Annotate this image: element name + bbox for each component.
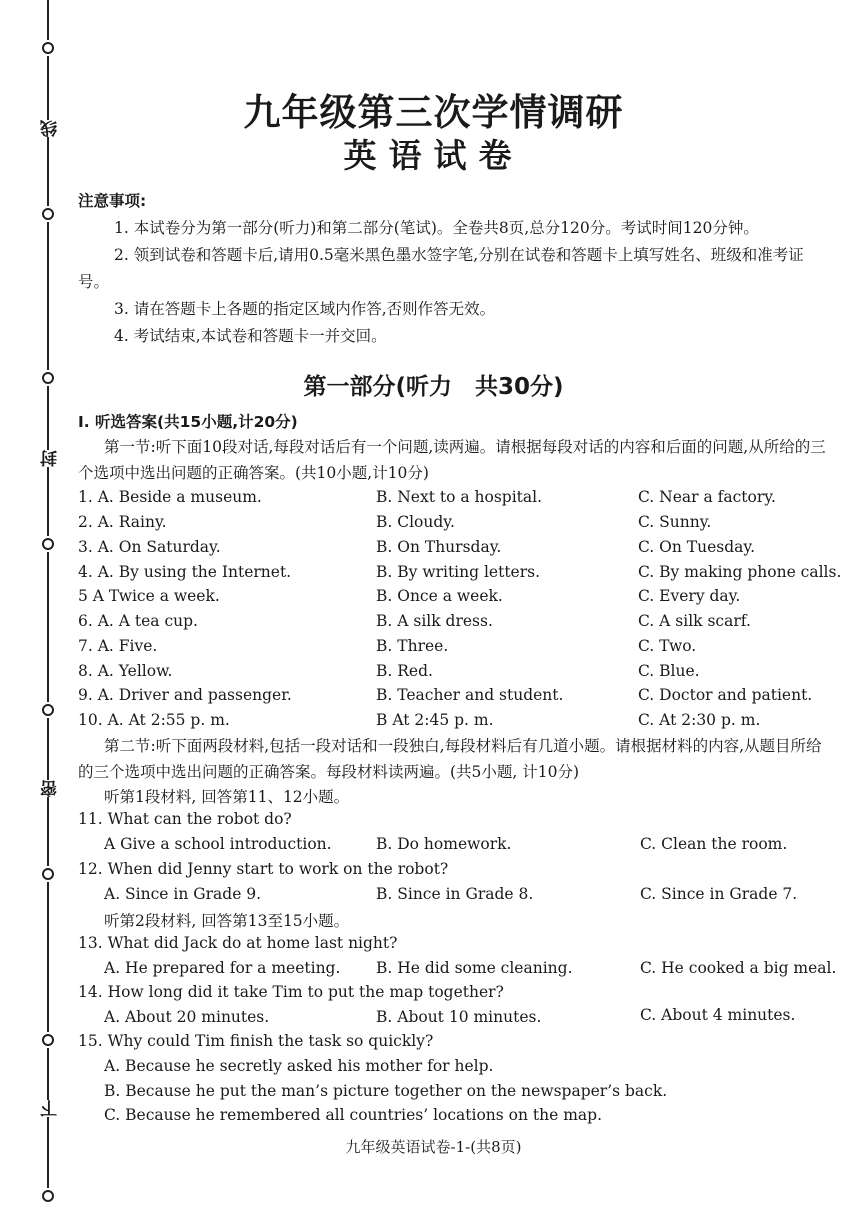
note-item: 3. 请在答题卡上各题的指定区域内作答,否则作答无效。: [114, 300, 496, 318]
question-4-option-a: 4. A. By using the Internet.: [78, 563, 292, 581]
binding-hole: [42, 42, 54, 54]
question-3-option-a: 3. A. On Saturday.: [78, 538, 221, 556]
binding-line: [47, 222, 49, 370]
question-12-option-c: C. Since in Grade 7.: [640, 885, 798, 903]
question-14-option-b: B. About 10 minutes.: [376, 1008, 542, 1026]
note-item: 1. 本试卷分为第一部分(听力)和第二部分(笔试)。全卷共8页,总分120分。考试时间120分钟。: [114, 219, 759, 237]
question-6-option-a: 6. A. A tea cup.: [78, 612, 198, 630]
question-14-option-c: C. About 4 minutes.: [640, 1006, 796, 1024]
note-item: 4. 考试结束,本试卷和答题卡一并交回。: [114, 327, 387, 345]
question-1-option-c: C. Near a factory.: [638, 488, 776, 506]
question-10-option-a: 10. A. At 2:55 p. m.: [78, 711, 230, 729]
question-9-option-b: B. Teacher and student.: [376, 686, 564, 704]
notes-block: [78, 188, 830, 350]
binding-line: [47, 552, 49, 702]
question-9-option-a: 9. A. Driver and passenger.: [78, 686, 292, 704]
question-6-option-c: C. A silk scarf.: [638, 612, 751, 630]
binding-hole: [42, 208, 54, 220]
section1-instructions: [78, 434, 830, 486]
question-13-option-b: B. He did some cleaning.: [376, 959, 573, 977]
question-10-option-b: B At 2:45 p. m.: [376, 711, 494, 729]
question-1-option-a: 1. A. Beside a museum.: [78, 488, 262, 506]
question-2-option-a: 2. A. Rainy.: [78, 513, 167, 531]
material-1-note: 听第1段材料, 回答第11、12小题。: [104, 788, 350, 806]
question-3-option-c: C. On Tuesday.: [638, 538, 756, 556]
question-11-option-c: C. Clean the room.: [640, 835, 788, 853]
question-7-option-c: C. Two.: [638, 637, 697, 655]
binding-line: [47, 1048, 49, 1188]
section2-instructions: [78, 733, 830, 785]
question-2-option-b: B. Cloudy.: [376, 513, 455, 531]
binding-label-xian: 线: [38, 120, 63, 137]
instruction-text: 第一节:听下面10段对话,每段对话后有一个问题,读两遍。请根据每段对话的内容和后面的问题,从所给的三个选项中选出问题的正确答案。(共10小题,计10分): [78, 438, 826, 482]
notes-heading: 注意事项:: [78, 192, 147, 210]
exam-title: 九年级第三次学情调研: [243, 91, 624, 134]
question-11-option-a: A Give a school introduction.: [104, 835, 332, 853]
binding-label-mi: 密: [38, 780, 63, 797]
section-title: Ⅰ. 听选答案(共15小题,计20分): [78, 413, 298, 431]
binding-hole: [42, 704, 54, 716]
question-13-option-a: A. He prepared for a meeting.: [104, 959, 341, 977]
question-14-option-a: A. About 20 minutes.: [104, 1008, 270, 1026]
question-15-stem: 15. Why could Tim finish the task so quickly?: [78, 1032, 434, 1050]
question-12-option-b: B. Since in Grade 8.: [376, 885, 534, 903]
question-3-option-b: B. On Thursday.: [376, 538, 502, 556]
binding-line: [47, 0, 49, 40]
material-2-note: 听第2段材料, 回答第13至15小题。: [104, 912, 350, 930]
question-15-option-b: B. Because he put the man’s picture together on the newspaper’s back.: [104, 1082, 668, 1100]
binding-margin: [30, 0, 66, 1226]
question-8-option-c: C. Blue.: [638, 662, 700, 680]
binding-hole: [42, 868, 54, 880]
binding-hole: [42, 538, 54, 550]
note-item: 2. 领到试卷和答题卡后,请用0.5毫米黑色墨水签字笔,分别在试卷和答题卡上填写姓名、班级和准考证号。: [78, 246, 804, 291]
question-8-option-a: 8. A. Yellow.: [78, 662, 173, 680]
question-6-option-b: B. A silk dress.: [376, 612, 493, 630]
page-footer: 九年级英语试卷-1-(共8页): [345, 1138, 522, 1156]
question-2-option-c: C. Sunny.: [638, 513, 712, 531]
question-11-option-b: B. Do homework.: [376, 835, 512, 853]
binding-line: [47, 882, 49, 1032]
question-7-option-a: 7. A. Five.: [78, 637, 158, 655]
binding-hole: [42, 1190, 54, 1202]
question-4-option-c: C. By making phone calls.: [638, 563, 842, 581]
question-4-option-b: B. By writing letters.: [376, 563, 541, 581]
binding-hole: [42, 1034, 54, 1046]
exam-subtitle: 英语试卷: [343, 136, 524, 175]
question-12-option-a: A. Since in Grade 9.: [104, 885, 262, 903]
question-14-stem: 14. How long did it take Tim to put the map together?: [78, 983, 504, 1001]
question-8-option-b: B. Red.: [376, 662, 433, 680]
question-5-option-a: 5 A Twice a week.: [78, 587, 220, 605]
question-11-stem: 11. What can the robot do?: [78, 810, 292, 828]
question-15-option-c: C. Because he remembered all countries’ locations on the map.: [104, 1106, 603, 1124]
question-13-option-c: C. He cooked a big meal.: [640, 959, 837, 977]
question-5-option-c: C. Every day.: [638, 587, 741, 605]
question-10-option-c: C. At 2:30 p. m.: [638, 711, 761, 729]
part-title: 第一部分(听力 共30分): [303, 374, 564, 400]
instruction-text: 第二节:听下面两段材料,包括一段对话和一段独白,每段材料后有几道小题。请根据材料的内容,从题目所给的三个选项中选出问题的正确答案。每段材料读两遍。(共5小题, 计10分): [78, 737, 822, 781]
question-9-option-c: C. Doctor and patient.: [638, 686, 813, 704]
question-5-option-b: B. Once a week.: [376, 587, 503, 605]
question-13-stem: 13. What did Jack do at home last night?: [78, 934, 398, 952]
binding-label-xia: 下: [38, 1100, 63, 1117]
question-12-stem: 12. When did Jenny start to work on the robot?: [78, 860, 449, 878]
question-1-option-b: B. Next to a hospital.: [376, 488, 543, 506]
question-7-option-b: B. Three.: [376, 637, 449, 655]
question-15-option-a: A. Because he secretly asked his mother for help.: [104, 1057, 494, 1075]
binding-label-feng: 封: [38, 450, 63, 467]
